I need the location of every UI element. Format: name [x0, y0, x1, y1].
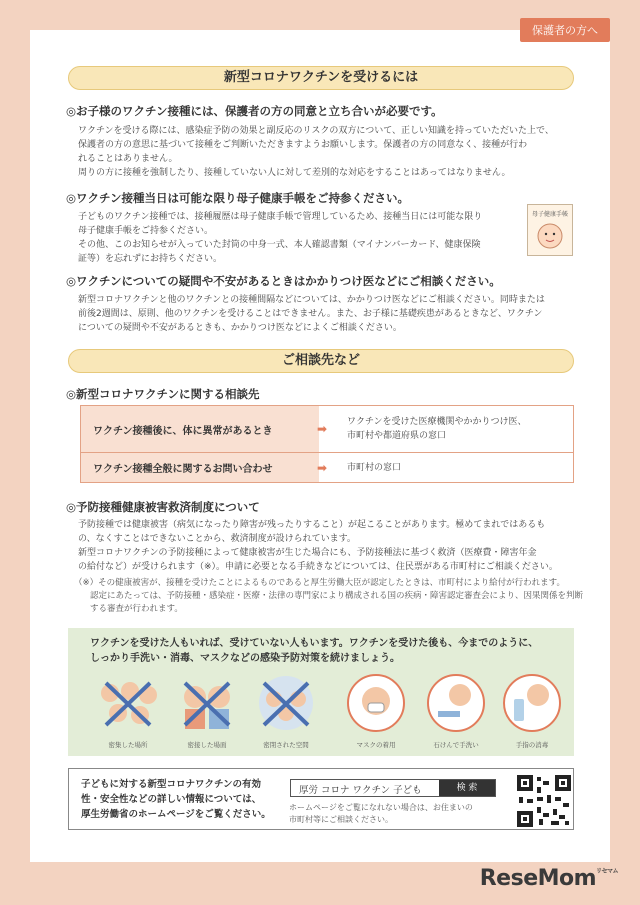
heading-consultation-contacts: ◎新型コロナワクチンに関する相談先 [66, 387, 260, 401]
search-box[interactable] [290, 779, 496, 797]
audience-tag: 保護者の方へ [520, 18, 610, 42]
relief-system-text: 予防接種では健康被害（病気になったり障害が残ったりすること）が起こることがあります。極めてまれではあるも の、なくすことはできないことから、救済制度が設けられています。 新型コロナワクチンの予防接種によって健康被害が生じた場合にも、予防接種法に基づく救済（医療費・障害年金 の給付など）が受けられます（※）。申請に必要となる手続きなどについては、住民票がある市町村にご相談ください。 [78, 520, 558, 572]
relief-footnote: （※）その健康被害が、接種を受けたことによるものであると厚生労働大臣が認定したときは、市町村により給付が行われます。 認定にあたっては、予防接種・感染症・医療・法律の専門家により構成される国の疾病・障害認定審査会により、因果関係を判断 する審査が行われます。 [74, 578, 584, 614]
caption-handwashing: 石けんで手洗い [433, 741, 479, 749]
consultation-table [80, 405, 574, 483]
prevention-message: ワクチンを受けた人もいれば、受けていない人もいます。ワクチンを受けた後も、今までのように、 しっかり手洗い・消毒、マスクなどの感染予防対策を続けましょう。 [90, 638, 539, 664]
info-text: 子どもに対する新型コロナワクチンの有効 性・安全性などの詳しい情報については、 厚生労働省のホームページをご覧ください。 [81, 779, 271, 820]
close-contact-illustration [171, 673, 243, 733]
search-query: 厚労 コロナ ワクチン 子ども [299, 785, 422, 796]
search-button[interactable]: 検 索 [439, 780, 495, 796]
mask-illustration [340, 673, 412, 733]
info-note: ホームページをご覧になれない場合は、お住まいの 市町村等にご相談ください。 [289, 803, 473, 824]
arrow-icon: ➡ [316, 460, 327, 475]
heading-consult-doctor: ◎ワクチンについての疑問や不安があるときはかかりつけ医などにご相談ください。 [66, 274, 501, 288]
caption-sanitizing: 手指の消毒 [515, 741, 549, 749]
section-banner-vaccination: 新型コロナワクチンを受けるには [68, 66, 574, 90]
heading-handbook: ◎ワクチン接種当日は可能な限り母子健康手帳をご持参ください。 [66, 191, 409, 205]
caption-closed-space: 密閉された空間 [263, 741, 309, 749]
handwashing-illustration [420, 673, 492, 733]
prevention-panel [68, 628, 574, 756]
heading-consent: ◎お子様のワクチン接種には、保護者の方の同意と立ち合いが必要です。 [66, 104, 443, 118]
resemom-logo: ReseMom$^{リセマム}$ [479, 866, 618, 891]
table-row: ワクチン接種後に、体に異常があるとき ➡ ワクチンを受けた医療機関やかかりつけ医、 市町村や都道府県の窓口 [80, 405, 574, 453]
handbook-text: 子どものワクチン接種では、接種履歴は母子健康手帳で管理しているため、接種当日には可能な限り 母子健康手帳をご持参ください。 その他、このお知らせが入っていた封筒の中身一式、本人確認書類（マイナンバーカード、健康保険 証等）を忘れずにお持ちください。 [78, 212, 483, 264]
arrow-icon: ➡ [316, 422, 327, 436]
caption-crowded: 密集した場所 [108, 741, 148, 749]
section-banner-consultation: ご相談先など [68, 349, 574, 373]
hand-sanitizing-illustration [496, 673, 568, 733]
maternal-handbook-icon: 母子健康手帳 [527, 204, 573, 256]
info-box [68, 768, 574, 830]
qr-code[interactable] [517, 775, 571, 827]
caption-mask: マスクの着用 [356, 741, 396, 749]
heading-relief-system: ◎予防接種健康被害救済制度について [66, 500, 260, 514]
crowded-place-illustration [92, 673, 164, 733]
table-row: ワクチン接種全般に関するお問い合わせ ➡ 市町村の窓口 [80, 453, 574, 483]
consent-text: ワクチンを受ける際には、感染症予防の効果と副反応のリスクの双方について、正しい知識を持っていただいた上で、 保護者の方の意思に基づいて接種をご判断いただきますようお願いします。保護者の方の同意なく、接種が行わ れることはありません。 周りの方に接種を強制したり、接種していない人に対して差別的な対応をすることはあってはなりません。 [78, 126, 554, 178]
closed-space-illustration [250, 673, 322, 733]
caption-close-contact: 密接した場面 [187, 741, 227, 749]
consult-doctor-text: 新型コロナワクチンと他のワクチンとの接種間隔などについては、かかりつけ医などにご相談ください。同時または 前後2週間は、原則、他のワクチンを受けることはできません。また、お子様に基礎疾患があるときなど、ワクチン についての疑問や不安があるときも、かかりつけ医などによくご相談ください。 [78, 295, 545, 333]
